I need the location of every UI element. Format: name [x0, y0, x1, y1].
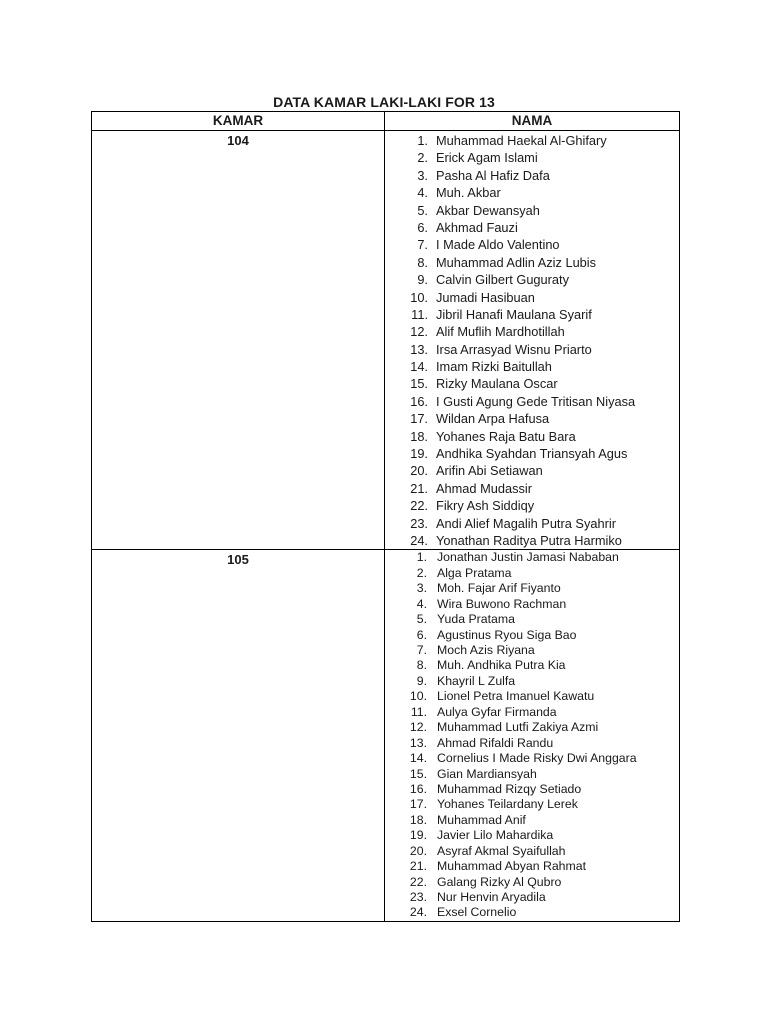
list-item	[385, 219, 679, 236]
name-cell	[385, 550, 680, 922]
item-number: 16.	[410, 393, 428, 409]
student-name: Arifin Abi Setiawan	[436, 463, 543, 479]
list-item	[385, 566, 679, 581]
list-item	[385, 515, 679, 532]
list-item	[385, 628, 679, 643]
student-name: Erick Agam Islami	[436, 150, 538, 166]
item-number: 7.	[416, 643, 427, 657]
table-header-row	[92, 112, 680, 131]
item-number: 17.	[409, 797, 427, 812]
name-list-104	[385, 131, 679, 549]
list-item	[385, 890, 679, 905]
list-item	[385, 236, 679, 253]
header-nama: NAMA	[385, 112, 680, 131]
list-item	[385, 393, 679, 410]
student-name: Muhammad Rizqy Setiado	[437, 781, 582, 796]
student-name: Nur Henvin Aryadila	[437, 890, 546, 904]
student-name: Jumadi Hasibuan	[436, 289, 535, 305]
student-name: Andi Alief Magalih Putra Syahrir	[436, 515, 616, 531]
list-item	[385, 410, 679, 427]
item-number: 20.	[410, 463, 428, 479]
list-item	[385, 271, 679, 288]
student-name: Muhammad Haekal Al-Ghifary	[436, 133, 607, 148]
document-title: DATA KAMAR LAKI-LAKI FOR 13	[273, 94, 495, 110]
student-name: Alif Muflih Mardhotillah	[436, 324, 565, 340]
item-number: 9.	[416, 673, 427, 688]
student-name: Fikry Ash Siddiqy	[436, 498, 535, 514]
item-number: 10.	[409, 689, 427, 704]
list-item	[385, 705, 679, 720]
list-item	[385, 323, 679, 340]
item-number: 14.	[409, 751, 427, 766]
item-number: 12.	[410, 324, 428, 340]
name-cell	[385, 131, 680, 550]
student-name: Rizky Maulana Oscar	[436, 376, 558, 392]
student-name: Cornelius I Made Risky Dwi Anggara	[437, 751, 637, 766]
list-item	[385, 658, 679, 673]
item-number: 6.	[416, 627, 427, 642]
item-number: 11.	[410, 704, 427, 719]
item-number: 2.	[416, 565, 427, 580]
item-number: 4.	[417, 185, 428, 201]
item-number: 17.	[410, 411, 428, 427]
list-item	[385, 736, 679, 751]
item-number: 11.	[411, 306, 428, 322]
list-item	[385, 428, 679, 445]
item-number: 18.	[409, 812, 427, 827]
item-number: 7.	[417, 237, 428, 253]
student-name: Yohanes Teilardany Lerek	[437, 797, 578, 812]
student-name: Yuda Pratama	[437, 612, 515, 627]
item-number: 3.	[416, 581, 427, 596]
list-item	[385, 581, 679, 596]
item-number: 5.	[417, 202, 428, 218]
student-name: Muhammad Abyan Rahmat	[437, 859, 587, 874]
list-item	[385, 202, 679, 219]
student-name: Moch Azis Riyana	[437, 643, 535, 657]
student-name: Ahmad Rifaldi Randu	[437, 735, 554, 750]
list-item	[385, 597, 679, 612]
item-number: 4.	[416, 596, 427, 611]
list-item	[385, 445, 679, 462]
item-number: 14.	[410, 359, 428, 375]
item-number: 1.	[416, 550, 427, 565]
student-name: Jonathan Justin Jamasi Nababan	[437, 550, 619, 565]
student-name: Wira Buwono Rachman	[437, 596, 567, 611]
item-number: 9.	[417, 272, 428, 288]
student-name: Muh. Akbar	[436, 185, 501, 201]
list-item	[385, 358, 679, 375]
item-number: 18.	[410, 428, 428, 444]
item-number: 10.	[410, 289, 428, 305]
list-item	[385, 875, 679, 890]
item-number: 12.	[409, 720, 427, 735]
student-name: I Made Aldo Valentino	[436, 237, 560, 253]
list-item	[385, 751, 679, 766]
student-name: Ahmad Mudassir	[436, 480, 533, 496]
student-name: Javier Lilo Mahardika	[437, 828, 554, 843]
list-item	[385, 132, 679, 149]
item-number: 8.	[417, 254, 428, 270]
item-number: 15.	[410, 376, 428, 392]
student-name: Moh. Fajar Arif Fiyanto	[437, 581, 561, 596]
student-name: Muhammad Anif	[437, 812, 526, 827]
item-number: 24.	[409, 905, 427, 920]
list-item	[385, 532, 679, 549]
item-number: 22.	[410, 498, 428, 514]
list-item	[385, 905, 679, 920]
student-name: Agustinus Ryou Siga Bao	[437, 627, 577, 642]
student-name: Aulya Gyfar Firmanda	[437, 704, 557, 719]
list-item	[385, 341, 679, 358]
list-item	[385, 167, 679, 184]
list-item	[385, 828, 679, 843]
item-number: 13.	[410, 341, 428, 357]
room-row-105	[92, 550, 680, 922]
item-number: 5.	[416, 612, 427, 627]
room-number: 105	[92, 550, 385, 922]
item-number: 22.	[409, 874, 427, 889]
student-name: Wildan Arpa Hafusa	[436, 411, 550, 427]
list-item	[385, 859, 679, 874]
item-number: 8.	[416, 658, 427, 673]
student-name: Yohanes Raja Batu Bara	[436, 428, 576, 444]
item-number: 21.	[409, 859, 427, 874]
list-item	[385, 306, 679, 323]
item-number: 1.	[417, 133, 428, 148]
header-kamar: KAMAR	[92, 112, 385, 131]
student-name: Muh. Andhika Putra Kia	[437, 658, 566, 673]
item-number: 23.	[410, 515, 428, 531]
list-item	[385, 720, 679, 735]
student-name: Asyraf Akmal Syaifullah	[437, 843, 566, 858]
list-item	[385, 797, 679, 812]
student-name: Calvin Gilbert Guguraty	[436, 272, 569, 288]
list-item	[385, 844, 679, 859]
item-number: 20.	[409, 843, 427, 858]
list-item	[385, 689, 679, 704]
student-name: Andhika Syahdan Triansyah Agus	[436, 446, 628, 462]
list-item	[385, 674, 679, 689]
list-item	[385, 550, 679, 565]
room-table	[91, 111, 680, 922]
student-name: Imam Rizki Baitullah	[436, 359, 552, 375]
student-name: Jibril Hanafi Maulana Syarif	[436, 306, 592, 322]
student-name: Exsel Cornelio	[437, 905, 517, 920]
student-name: Akbar Dewansyah	[436, 202, 540, 218]
list-item	[385, 643, 679, 658]
student-name: Yonathan Raditya Putra Harmiko	[436, 532, 622, 548]
list-item	[385, 289, 679, 306]
name-list-105	[385, 550, 679, 921]
student-name: I Gusti Agung Gede Tritisan Niyasa	[436, 393, 636, 409]
item-number: 19.	[409, 828, 427, 843]
list-item	[385, 149, 679, 166]
room-number: 104	[92, 131, 385, 550]
list-item	[385, 813, 679, 828]
item-number: 19.	[410, 446, 428, 462]
item-number: 2.	[417, 150, 428, 166]
room-row-104	[92, 131, 680, 550]
list-item	[385, 184, 679, 201]
list-item	[385, 612, 679, 627]
student-name: Akhmad Fauzi	[436, 219, 518, 235]
item-number: 23.	[409, 890, 427, 904]
student-name: Galang Rizky Al Qubro	[437, 874, 562, 889]
list-item	[385, 480, 679, 497]
list-item	[385, 782, 679, 797]
student-name: Khayril L Zulfa	[437, 673, 516, 688]
list-item	[385, 254, 679, 271]
item-number: 24.	[410, 532, 428, 548]
student-name: Lionel Petra Imanuel Kawatu	[437, 689, 595, 704]
item-number: 15.	[409, 766, 427, 781]
student-name: Muhammad Lutfi Zakiya Azmi	[437, 720, 599, 735]
list-item	[385, 462, 679, 479]
student-name: Pasha Al Hafiz Dafa	[436, 167, 550, 183]
item-number: 6.	[417, 219, 428, 235]
item-number: 13.	[409, 735, 427, 750]
item-number: 3.	[417, 167, 428, 183]
student-name: Gian Mardiansyah	[437, 766, 537, 781]
student-name: Irsa Arrasyad Wisnu Priarto	[436, 341, 592, 357]
item-number: 21.	[410, 480, 428, 496]
list-item	[385, 767, 679, 782]
student-name: Muhammad Adlin Aziz Lubis	[436, 254, 597, 270]
student-name: Alga Pratama	[437, 565, 512, 580]
list-item	[385, 375, 679, 392]
list-item	[385, 497, 679, 514]
item-number: 16.	[409, 781, 427, 796]
